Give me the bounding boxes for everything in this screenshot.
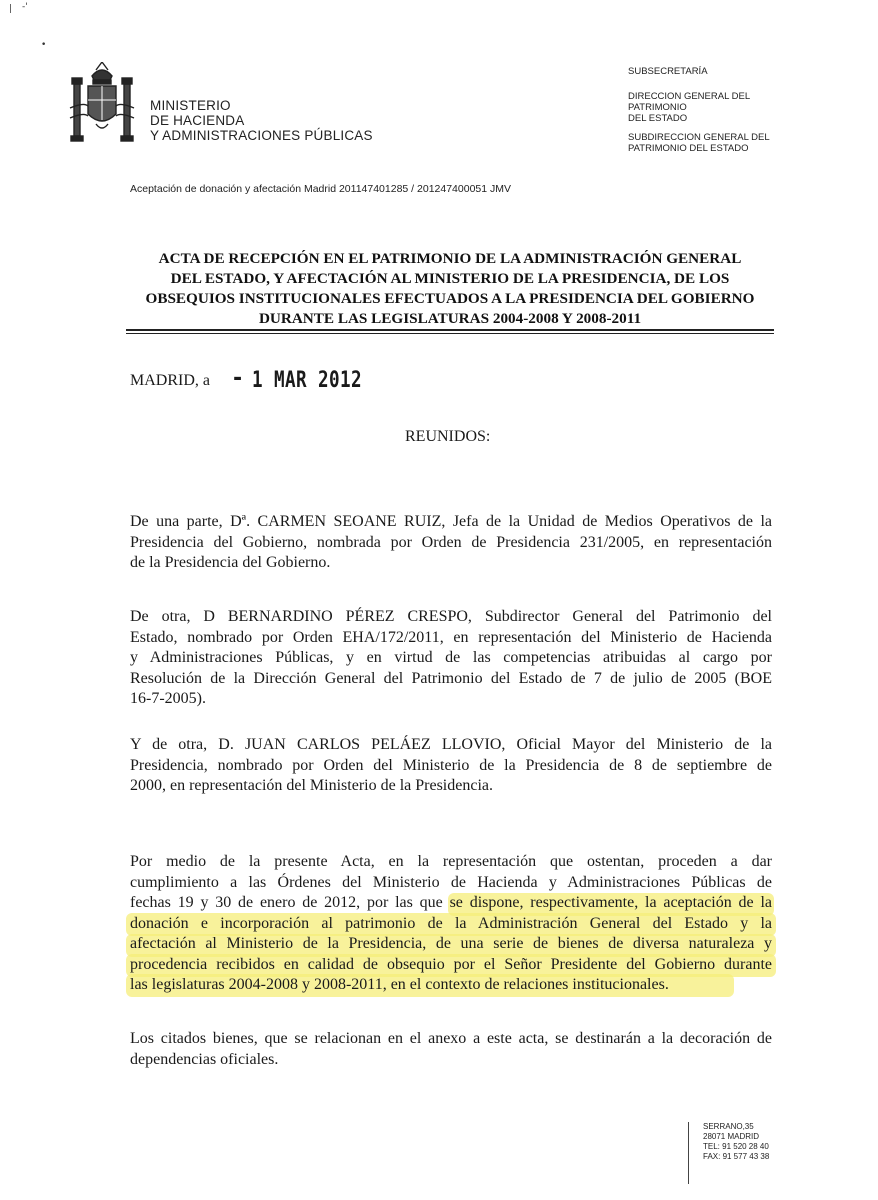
text-line: fechas 19 y 30 de enero de 2012, por las que se dispone, respectivamente, la aceptación de la xyxy=(130,894,772,911)
footer-line: SERRANO,35 xyxy=(703,1122,754,1131)
scan-mark: -' xyxy=(22,2,28,12)
paragraph-bienes xyxy=(130,1029,772,1070)
title-line: DEL ESTADO, Y AFECTACIÓN AL MINISTERIO DE LA PRESIDENCIA, DE LOS xyxy=(170,270,730,287)
paragraph-acta xyxy=(130,852,772,996)
text-line: Los citados bienes, que se relacionan en el anexo a este acta, se destinarán a la decoración de xyxy=(130,1030,772,1047)
ministry-line: MINISTERIO xyxy=(150,98,231,113)
direccion-general-block xyxy=(628,91,770,124)
title-line: DURANTE LAS LEGISLATURAS 2004-2008 Y 2008-2011 xyxy=(258,310,642,327)
scan-mark: | xyxy=(9,4,13,14)
paragraph-party-2 xyxy=(130,607,772,710)
title-line: OBSEQUIOS INSTITUCIONALES EFECTUADOS A LA PRESIDENCIA DEL GOBIERNO xyxy=(145,290,755,307)
ministry-name xyxy=(150,98,373,143)
coat-of-arms-icon xyxy=(66,62,138,148)
department-line: SUBSECRETARÍA xyxy=(628,66,708,77)
title-rule xyxy=(126,333,774,334)
text-line: afectación al Ministerio de la Presidencia, de una serie de bienes de diversa naturaleza y xyxy=(130,935,772,952)
text-line: De una parte, Dª. CARMEN SEOANE RUIZ, Jefa de la Unidad de Medios Operativos de la xyxy=(130,513,772,530)
department-header xyxy=(628,66,770,168)
text-line: cumplimiento a las Órdenes del Ministerio de Hacienda y Administraciones Públicas de xyxy=(130,873,772,891)
subsecretaria-block xyxy=(628,66,770,77)
date-dash: - xyxy=(233,366,243,391)
text-line: donación e incorporación al patrimonio de la Administración General del Estado y la xyxy=(130,914,772,932)
footer-line: 28071 MADRID xyxy=(703,1132,760,1141)
text-line: las legislaturas 2004-2008 y 2008-2011, en el contexto de relaciones institucionales. xyxy=(130,976,669,993)
text-line: Por medio de la presente Acta, en la representación que ostentan, proceden a dar xyxy=(130,853,772,870)
title-line: ACTA DE RECEPCIÓN EN EL PATRIMONIO DE LA ADMINISTRACIÓN GENERAL xyxy=(158,250,742,267)
reference-line: Aceptación de donación y afectación Madrid 201147401285 / 201247400051 JMV xyxy=(130,183,512,195)
paragraph-party-3 xyxy=(130,735,772,797)
footer-line: FAX: 91 577 43 38 xyxy=(703,1152,770,1161)
text-line: De otra, D BERNARDINO PÉREZ CRESPO, Subdirector General del Patrimonio del xyxy=(130,608,772,625)
footer-line: TEL: 91 520 28 40 xyxy=(703,1142,769,1151)
department-line: PATRIMONIO DEL ESTADO xyxy=(628,143,749,154)
text-line: 2000, en representación del Ministerio de la Presidencia. xyxy=(130,777,493,794)
department-line: DEL ESTADO xyxy=(628,113,688,124)
ministry-line: DE HACIENDA xyxy=(150,113,245,128)
text-line: de la Presidencia del Gobierno. xyxy=(130,554,331,571)
text-line: dependencias oficiales. xyxy=(130,1050,279,1068)
text-line: Presidencia del Gobierno, nombrada por Orden de Presidencia 231/2005, en representación xyxy=(130,533,772,551)
text-line: 16-7-2005). xyxy=(130,690,206,707)
date-lead: MADRID, a xyxy=(130,372,210,389)
text-line: Y de otra, D. JUAN CARLOS PELÁEZ LLOVIO, Oficial Mayor del Ministerio de la xyxy=(130,736,772,753)
scan-mark: • xyxy=(41,40,47,50)
text-line: Resolución de la Dirección General del Patrimonio del Estado de 7 de julio de 2005 (BOE xyxy=(130,669,772,687)
paragraph-party-1 xyxy=(130,512,772,574)
footer-divider xyxy=(688,1122,689,1184)
subdireccion-general-block xyxy=(628,132,770,154)
reunidos-heading: REUNIDOS: xyxy=(405,428,491,445)
text-line: Estado, nombrado por Orden EHA/172/2011, en representación del Ministerio de Hacienda xyxy=(130,628,772,646)
footer-address xyxy=(703,1122,769,1162)
date-stamp: 1 MAR 2012 xyxy=(252,368,362,393)
title-rule xyxy=(126,329,774,331)
department-line: DIRECCION GENERAL DEL xyxy=(628,91,751,102)
text-line: y Administraciones Públicas, y en virtud de las competencias atribuidas al cargo por xyxy=(130,649,772,666)
text-line: procedencia recibidos en calidad de obsequio por el Señor Presidente del Gobierno durante xyxy=(130,955,772,973)
department-line: PATRIMONIO xyxy=(628,102,687,113)
ministry-line: Y ADMINISTRACIONES PÚBLICAS xyxy=(150,128,373,143)
document-title xyxy=(126,249,774,329)
department-line: SUBDIRECCION GENERAL DEL xyxy=(628,132,770,143)
text-line: Presidencia, nombrado por Orden del Ministerio de la Presidencia de 8 de septiembre de xyxy=(130,756,772,774)
